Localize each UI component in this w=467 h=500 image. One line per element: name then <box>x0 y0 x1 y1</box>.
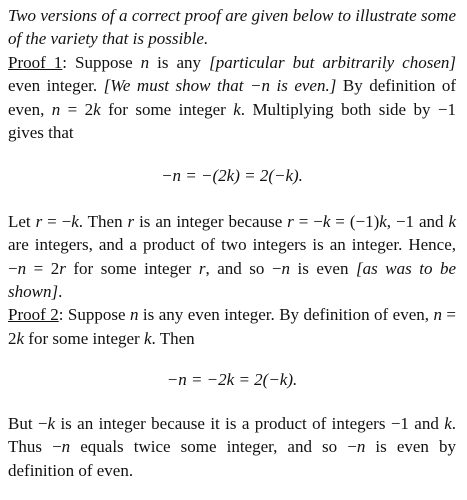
math-var: n <box>17 258 27 278</box>
math-var: r <box>35 211 43 231</box>
text-run: , −1 and <box>386 211 449 231</box>
proof1-equation: −n = −(2k) = 2(−k). <box>161 166 303 186</box>
text-run: for some integer <box>100 99 234 119</box>
text-run: even integer. <box>8 76 104 96</box>
text-run: is an integer because it is a product of integers −1 and <box>55 413 445 433</box>
text-run: is even <box>290 258 356 278</box>
text-run: But − <box>8 413 48 433</box>
math-var: n <box>356 437 366 457</box>
proof1-paragraph-2 <box>8 210 456 304</box>
proof1-label: Proof 1 <box>8 52 63 72</box>
math-var: n <box>129 305 139 325</box>
text-run: . Then <box>78 211 128 231</box>
proof1-paragraph <box>8 51 456 145</box>
math-var: k <box>233 99 241 119</box>
proof2-equation: −n = −2k = 2(−k). <box>166 370 298 390</box>
math-var: k <box>448 211 456 231</box>
text-run: = (−1) <box>330 211 380 231</box>
math-var: k <box>379 211 387 231</box>
proof2-paragraph-2 <box>8 412 456 482</box>
math-var: n <box>140 52 150 72</box>
math-var: k <box>143 328 152 348</box>
bracket-note: [We must show that −n is even.] <box>103 76 337 96</box>
math-var: r <box>59 258 66 278</box>
math-var: n <box>51 99 61 119</box>
math-var: k <box>93 99 101 119</box>
proof2-label: Proof 2 <box>8 305 59 325</box>
text-run: Let <box>8 211 36 231</box>
text-run: = 2 <box>26 258 60 278</box>
math-var: k <box>16 328 25 348</box>
math-var: k <box>71 211 79 231</box>
math-var: n <box>61 437 71 457</box>
text-run: is any even integer. By definition of even, <box>138 305 434 325</box>
text-run: By definition of even, <box>8 76 456 119</box>
text-run: are integers, and a product of two integers is an integer. Hence, − <box>8 235 456 278</box>
proof2-paragraph <box>8 303 456 350</box>
text-run: . Multiplying both side by −1 gives that <box>8 99 456 143</box>
text-run: = − <box>293 211 323 231</box>
math-var: n <box>281 258 291 278</box>
math-var: r <box>287 211 294 231</box>
text-run: for some integer <box>65 258 199 278</box>
text-run: for some integer <box>24 328 144 348</box>
text-run: = 2 <box>60 99 94 119</box>
text-run: , and so − <box>205 258 282 278</box>
math-var: k <box>444 413 452 433</box>
text-run: . Thus − <box>8 413 456 457</box>
math-var: k <box>322 211 331 231</box>
math-var: n <box>433 305 442 325</box>
text-run: . <box>58 282 63 302</box>
text-run: is any <box>149 52 210 72</box>
text-run: is even by definition of even. <box>8 437 456 480</box>
text-run: is an integer because <box>134 211 288 231</box>
text-run: . Then <box>151 328 195 348</box>
text-run: = − <box>42 211 72 231</box>
bracket-note: [as was to be shown] <box>8 258 457 302</box>
text-run: : Suppose <box>62 52 141 72</box>
bracket-note: [particular but arbitrarily chosen] <box>209 52 456 72</box>
math-var: k <box>47 413 56 433</box>
text-run: = 2 <box>8 305 457 348</box>
text-run: equals twice some integer, and so − <box>70 437 357 457</box>
text-run: : Suppose <box>58 305 130 325</box>
intro-paragraph: Two versions of a correct proof are given below to illustrate some of the variety that is possible. <box>8 6 456 49</box>
math-var: r <box>127 211 135 231</box>
math-var: r <box>198 258 206 278</box>
